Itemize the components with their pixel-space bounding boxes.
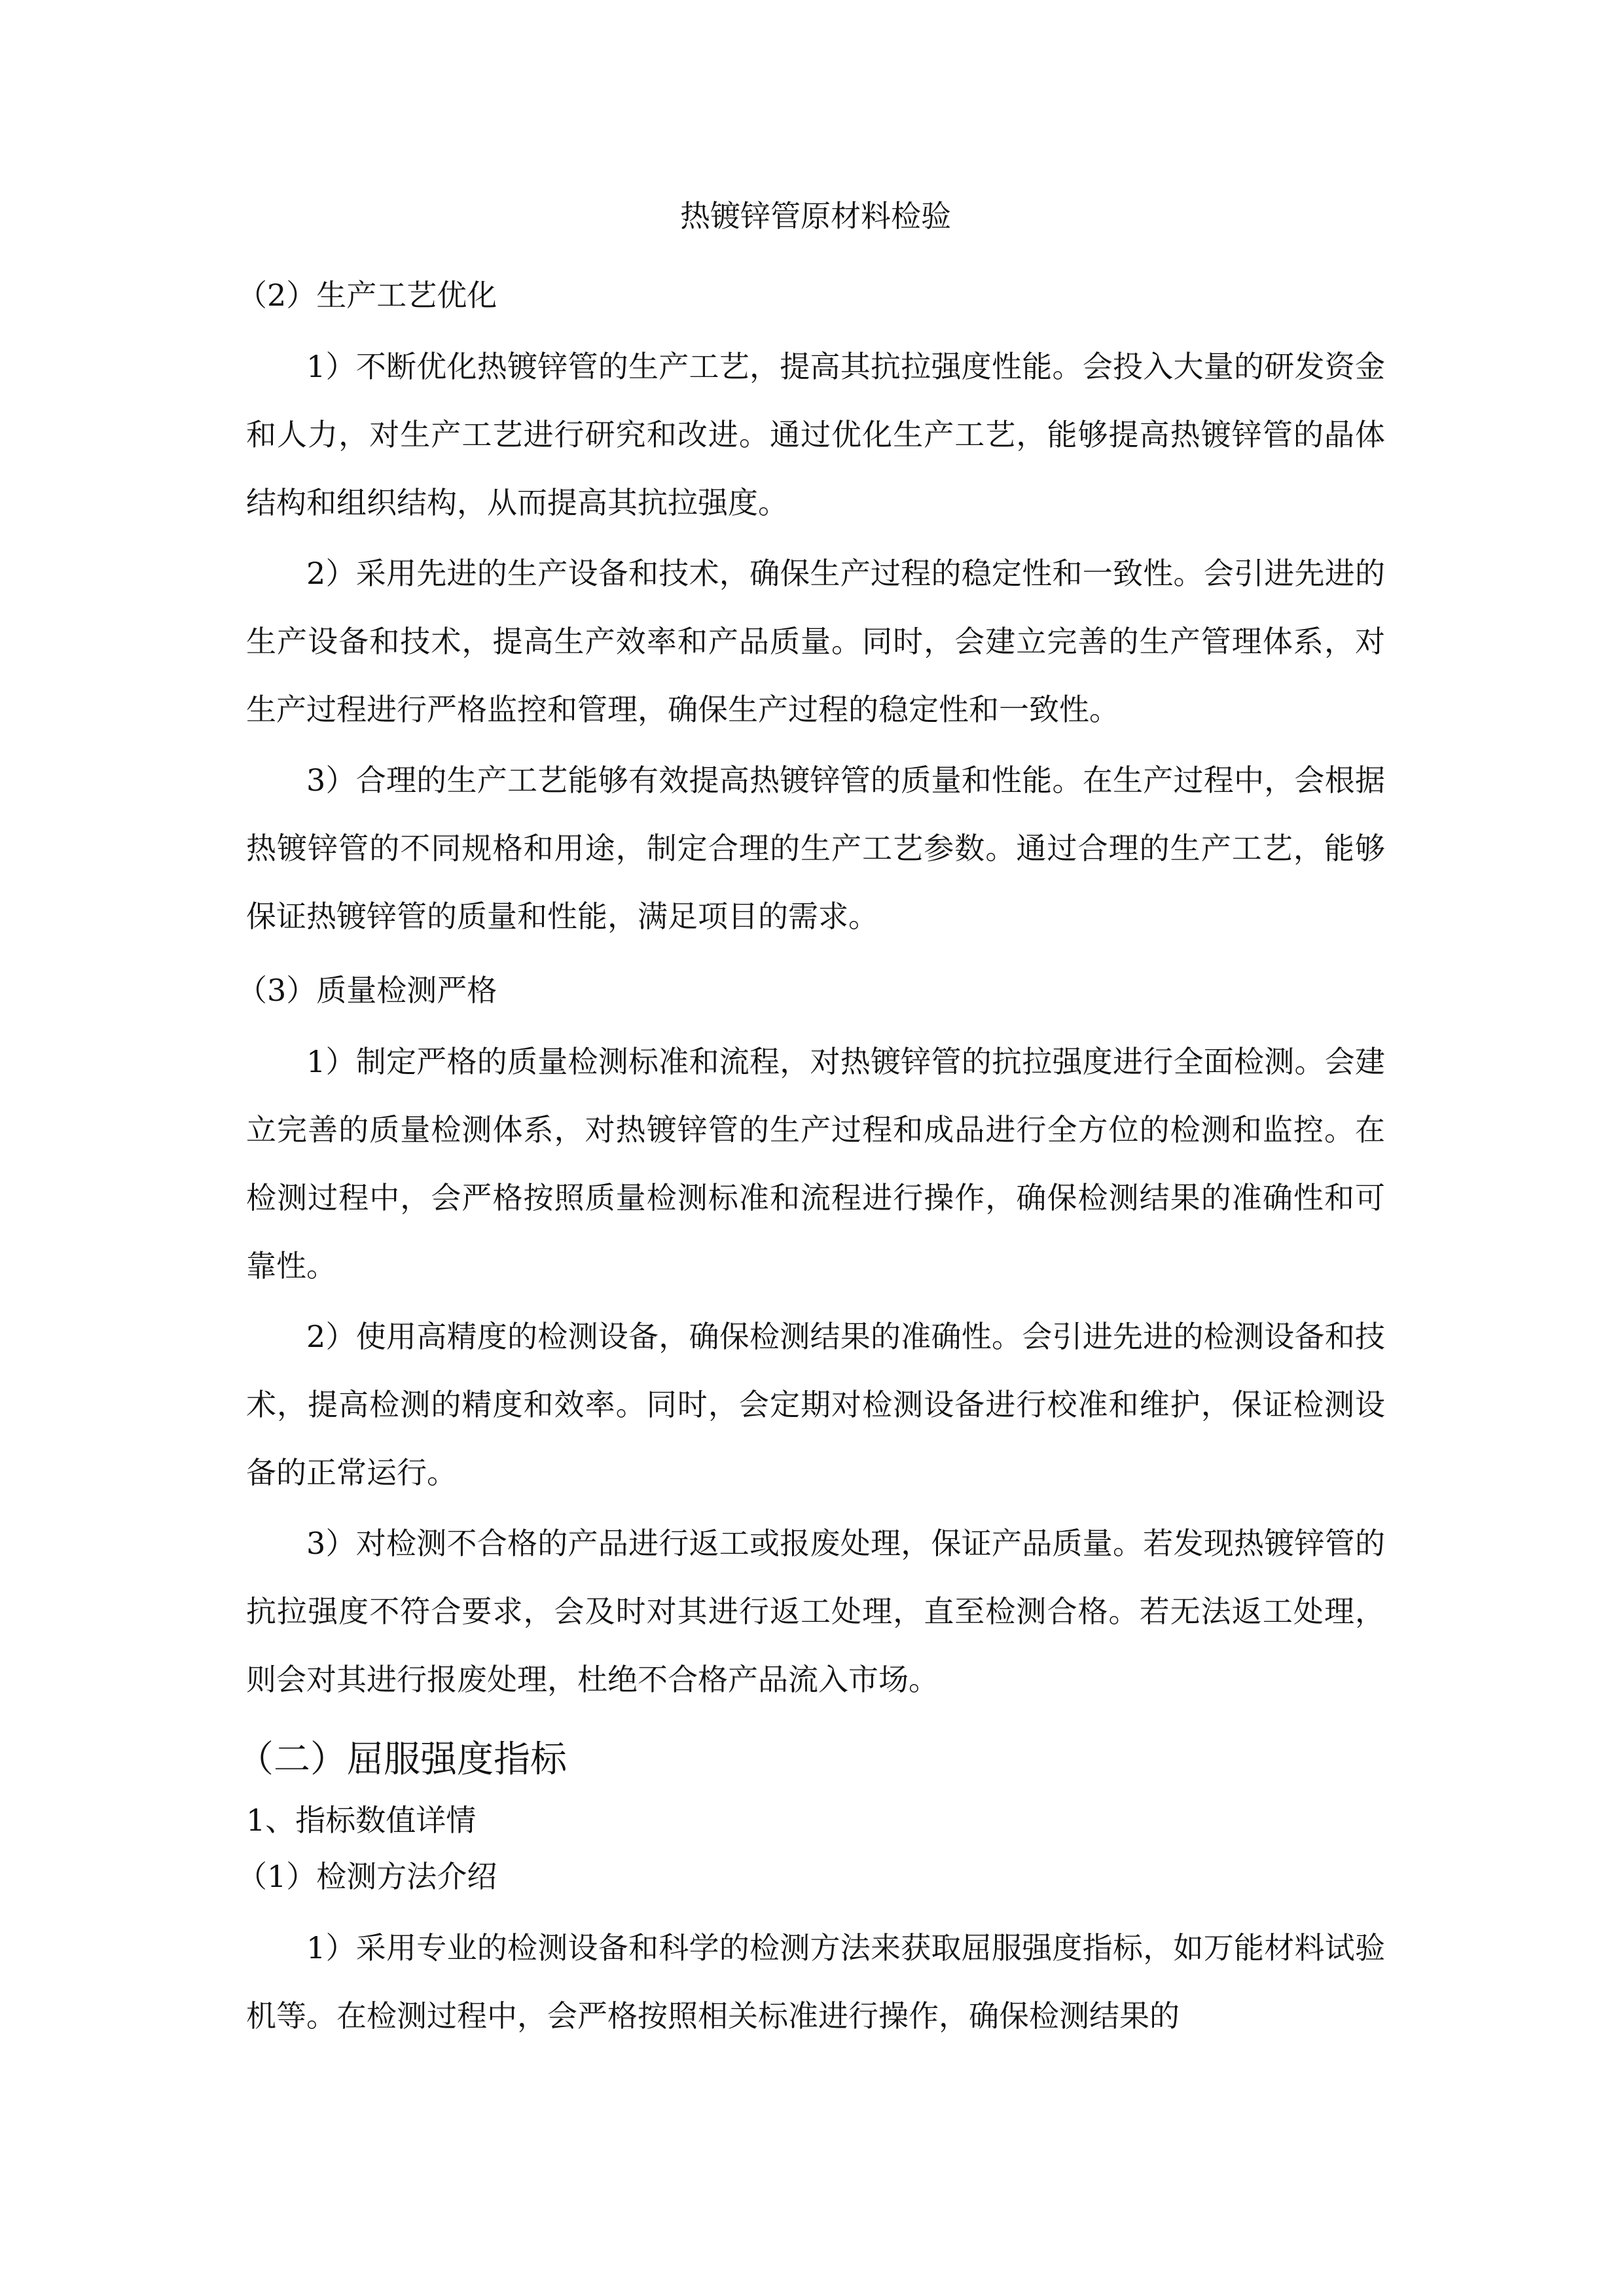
paragraph: 1）不断优化热镀锌管的生产工艺，提高其抗拉强度性能。会投入大量的研发资金和人力，对生产工艺进行研究和改进。通过优化生产工艺，能够提高热镀锌管的晶体结构和组织结构，从而提高其抗拉强度。 <box>246 349 1385 520</box>
paragraph: 3）合理的生产工艺能够有效提高热镀锌管的质量和性能。在生产过程中，会根据热镀锌管的不同规格和用途，制定合理的生产工艺参数。通过合理的生产工艺，能够保证热镀锌管的质量和性能，满足项目的需求。 <box>246 762 1385 934</box>
paragraph: 1）采用专业的检测设备和科学的检测方法来获取屈服强度指标，如万能材料试验机等。在检测过程中，会严格按照相关标准进行操作，确保检测结果的 <box>246 1930 1385 2034</box>
paragraph: 2）采用先进的生产设备和技术，确保生产过程的稳定性和一致性。会引进先进的生产设备和技术，提高生产效率和产品质量。同时，会建立完善的生产管理体系，对生产过程进行严格监控和管理，确保生产过程的稳定性和一致性。 <box>246 556 1385 727</box>
sub-heading-test-method: （1）检测方法介绍 <box>237 1859 497 1894</box>
paragraph: 2）使用高精度的检测设备，确保检测结果的准确性。会引进先进的检测设备和技术，提高检测的精度和效率。同时，会定期对检测设备进行校准和维护，保证检测设备的正常运行。 <box>246 1319 1385 1490</box>
document-page <box>237 196 1385 2053</box>
paragraph: 1）制定严格的质量检测标准和流程，对热镀锌管的抗拉强度进行全面检测。会建立完善的质量检测体系，对热镀锌管的生产过程和成品进行全方位的检测和监控。在检测过程中，会严格按照质量检测标准和流程进行操作，确保检测结果的准确性和可靠性。 <box>246 1044 1385 1283</box>
numbered-heading-indicator-values: 1、指标数值详情 <box>246 1803 477 1838</box>
document-title: 热镀锌管原材料检验 <box>680 198 951 234</box>
section-heading-yield-strength: （二）屈服强度指标 <box>237 1738 567 1781</box>
paragraph: 3）对检测不合格的产品进行返工或报废处理，保证产品质量。若发现热镀锌管的抗拉强度不符合要求，会及时对其进行返工处理，直至检测合格。若无法返工处理，则会对其进行报废处理，杜绝不合格产品流入市场。 <box>246 1526 1385 1697</box>
sub-heading-quality-inspection: （3）质量检测严格 <box>237 973 497 1008</box>
sub-heading-production-process: （2）生产工艺优化 <box>237 278 497 313</box>
